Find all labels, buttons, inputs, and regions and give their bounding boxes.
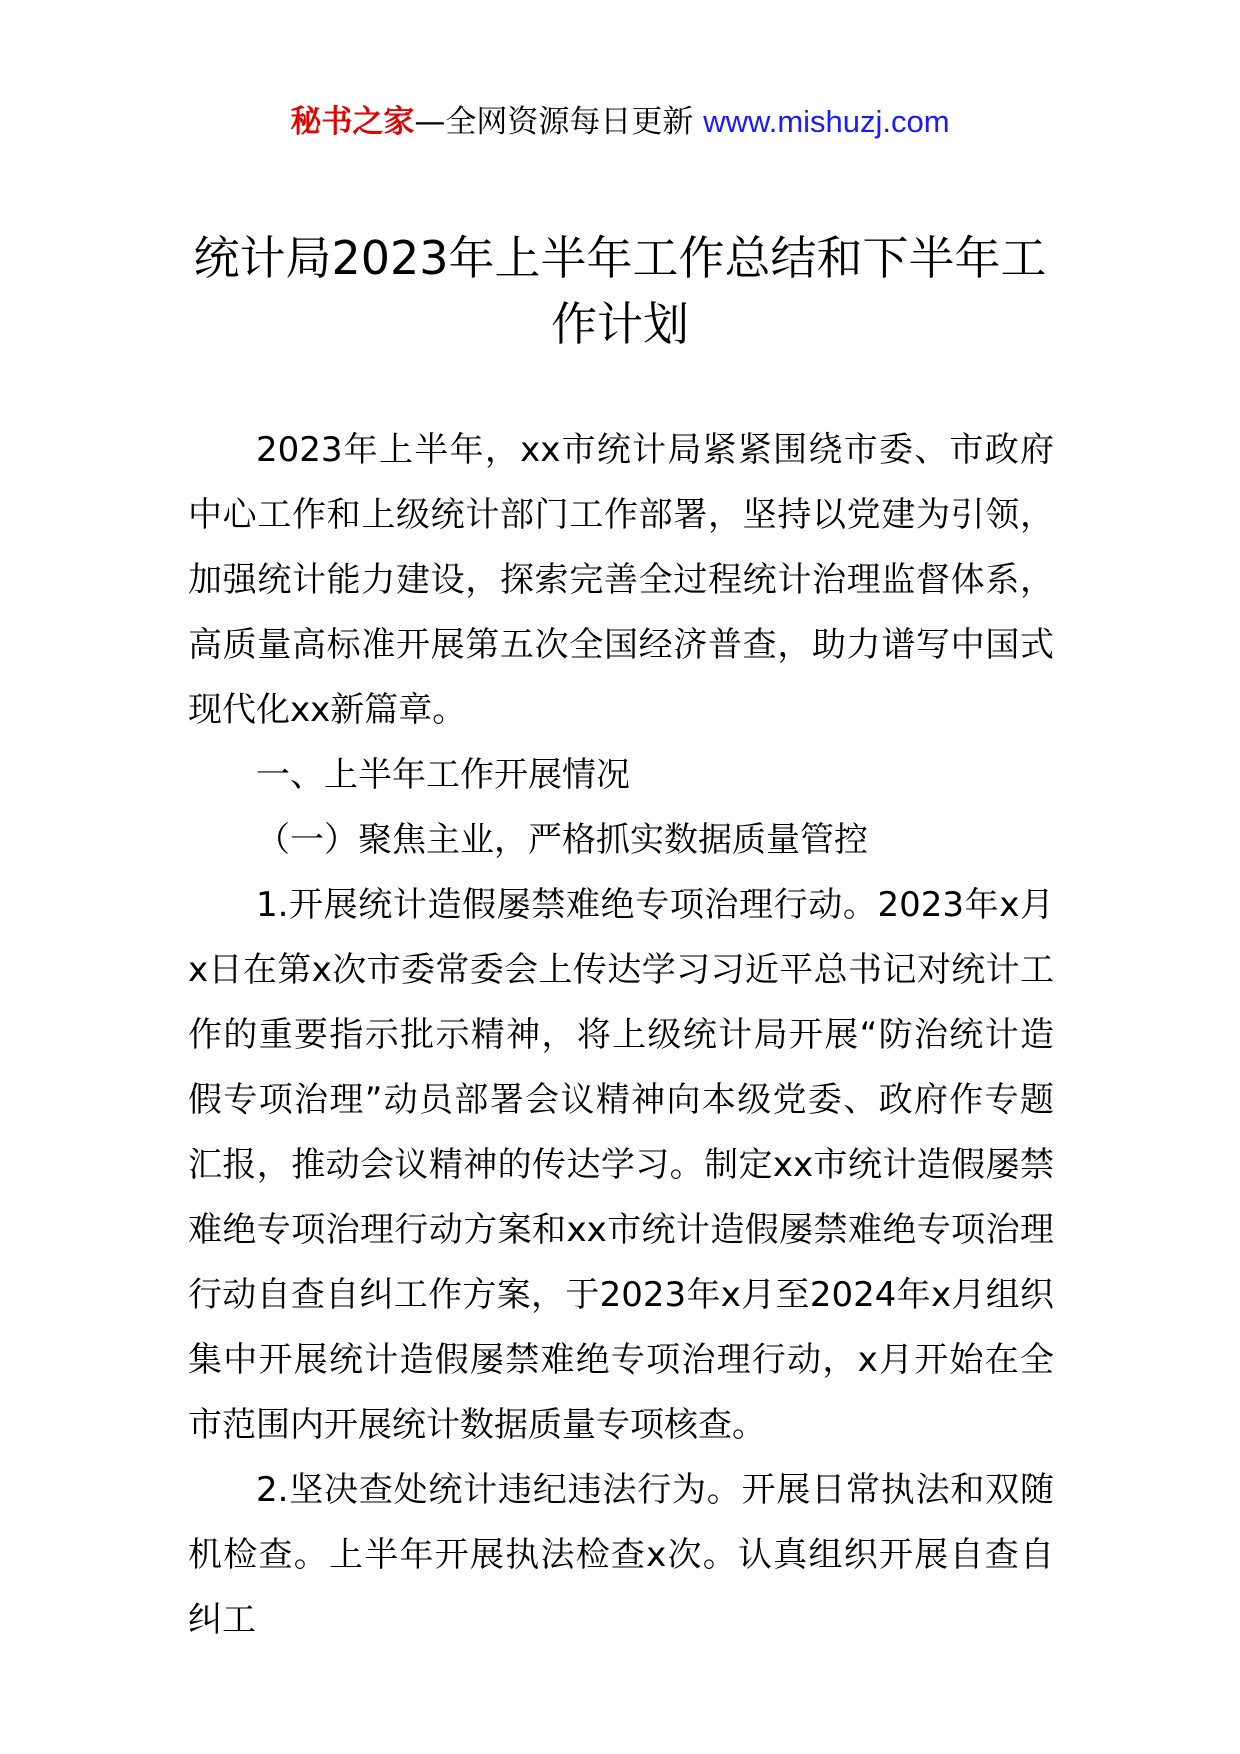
subsection-heading: （一）聚焦主业，严格抓实数据质量管控 <box>256 820 868 860</box>
body-paragraph: 2.坚决查处统计违纪违法行为。开展日常执法和双随机检查。上半年开展执法检查x次。认真组织开展自查自纠工 <box>188 1470 1054 1640</box>
document-body <box>188 418 1054 1653</box>
document-title: 统计局2023年上半年工作总结和下半年工作计划 <box>193 231 1047 351</box>
body-paragraph: 1.开展统计造假屡禁难绝专项治理行动。2023年x月x日在第x次市委常委会上传达学习习近平总书记对统计工作的重要指示批示精神，将上级统计局开展“防治统计造假专项治理”动员部署会议精神向本级党委、政府作专题汇报，推动会议精神的传达学习。制定xx市统计造假屡禁难绝专项治理行动方案和xx市统计造假屡禁难绝专项治理行动自查自纠工作方案，于2023年x月至2024年x月组织集中开展统计造假屡禁难绝专项治理行动，x月开始在全市范围内开展统计数据质量专项核查。 <box>188 885 1054 1445</box>
section-heading: 一、上半年工作开展情况 <box>256 755 630 795</box>
intro-paragraph: 2023年上半年，xx市统计局紧紧围绕市委、市政府中心工作和上级统计部门工作部署，坚持以党建为引领，加强统计能力建设，探索完善全过程统计治理监督体系，高质量高标准开展第五次全国经济普查，助力谱写中国式现代化xx新篇章。 <box>188 430 1054 730</box>
header-slogan: —全网资源每日更新 <box>414 104 704 140</box>
brand-name: 秘书之家 <box>290 104 415 140</box>
site-header <box>0 100 1240 144</box>
site-url-link[interactable]: www.mishuzj.com <box>703 104 950 139</box>
